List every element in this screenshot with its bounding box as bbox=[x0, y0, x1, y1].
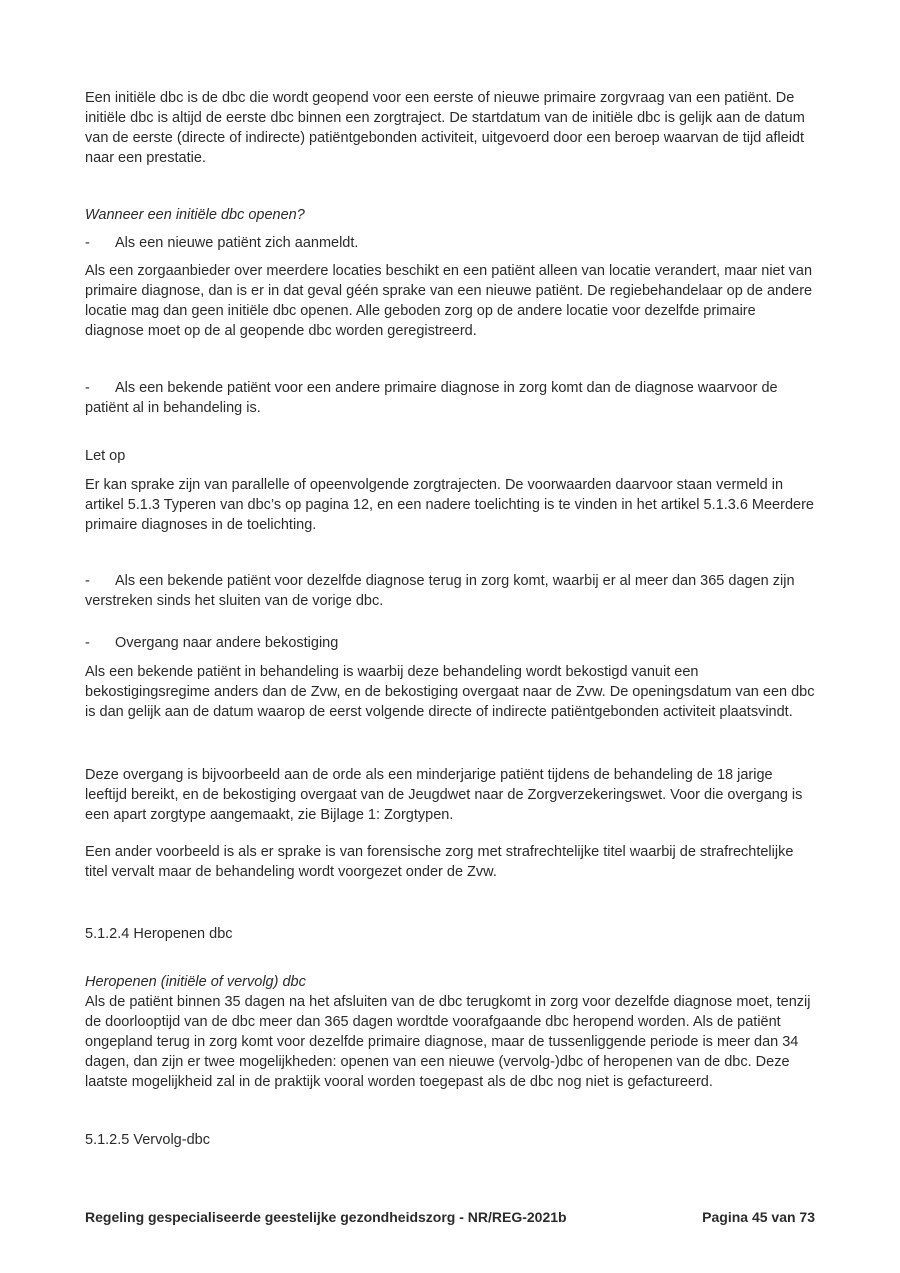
bullet-dash: - bbox=[85, 573, 90, 589]
subheading-heropenen: Heropenen (initiële of vervolg) dbc bbox=[85, 974, 306, 990]
paragraph-forensische-zorg: Een ander voorbeeld is als er sprake is van forensische zorg met strafrechtelijke titel waarbij de strafrechtelijke titel vervalt maar de behandeling wordt voorgezet onder de Zvw. bbox=[85, 844, 794, 880]
bullet-dash: - bbox=[85, 235, 90, 251]
list-item-text: Overgang naar andere bekostiging bbox=[115, 635, 339, 651]
list-item-text: Als een bekende patiënt voor een andere primaire diagnose in zorg komt dan de diagnose waarvoor de patiënt al in behandeling is. bbox=[85, 380, 778, 416]
page-footer bbox=[85, 1207, 815, 1227]
document-content bbox=[85, 88, 817, 1150]
paragraph-overgang-voorbeeld: Deze overgang is bijvoorbeeld aan de orde als een minderjarige patiënt tijdens de behandeling de 18 jarige leeftijd bereikt, en de bekostiging overgaat van de Jeugdwet naar de Zorgverzekeringswet. Voor die overgang is een apart zorgtype aangemaakt, zie Bijlage 1: Zorgtypen. bbox=[85, 767, 803, 823]
list-item-text: Als een nieuwe patiënt zich aanmeldt. bbox=[115, 235, 359, 251]
footer-document-title: Regeling gespecialiseerde geestelijke gezondheidszorg - NR/REG-2021b bbox=[85, 1209, 567, 1225]
list-item-dezelfde-diagnose bbox=[85, 571, 817, 611]
intro-paragraph: Een initiële dbc is de dbc die wordt geopend voor een eerste of nieuwe primaire zorgvraag van een patiënt. De initiële dbc is altijd de eerste dbc binnen een zorgtraject. De startdatum van de initiële dbc is gelijk aan de datum van de eerste (directe of indirecte) patiëntgebonden activiteit, uitgevoerd door een beroep waarvan de tijd afleidt naar een prestatie. bbox=[85, 90, 805, 166]
heading-wanneer-openen: Wanneer een initiële dbc openen? bbox=[85, 207, 305, 223]
bullet-dash: - bbox=[85, 635, 90, 651]
footer-page-indicator: Pagina 45 van 73 bbox=[702, 1209, 815, 1225]
letop-label: Let op bbox=[85, 448, 126, 464]
list-item-andere-diagnose bbox=[85, 378, 817, 418]
heading-heropenen-dbc: 5.1.2.4 Heropenen dbc bbox=[85, 926, 233, 942]
list-item-overgang-bekostiging bbox=[85, 633, 817, 653]
paragraph-letop: Er kan sprake zijn van parallelle of opeenvolgende zorgtrajecten. De voorwaarden daarvoor staan vermeld in artikel 5.1.3 Typeren van dbc’s op pagina 12, en een nadere toelichting is te vinden in het artikel 5.1.3.6 Meerdere primaire diagnoses in de toelichting. bbox=[85, 477, 814, 533]
list-item-text: Als een bekende patiënt voor dezelfde diagnose terug in zorg komt, waarbij er al meer dan 365 dagen zijn verstreken sinds het sluiten van de vorige dbc. bbox=[85, 573, 795, 609]
paragraph-heropenen: Als de patiënt binnen 35 dagen na het afsluiten van de dbc terugkomt in zorg voor dezelfde diagnose moet, tenzij de doorlooptijd van de dbc meer dan 365 dagen wordtde voorafgaande dbc heropend worden. Als de patiënt ongepland terug in zorg komt voor dezelfde primaire diagnose, maar de tussenliggende periode is meer dan 34 dagen, dan zijn er twee mogelijkheden: openen van een nieuwe (vervolg-)dbc of heropenen van de dbc. Deze laatste mogelijkheid zal in de praktijk vooral worden toegepast als de dbc nog niet is gefactureerd. bbox=[85, 994, 811, 1090]
paragraph-locaties: Als een zorgaanbieder over meerdere locaties beschikt en een patiënt alleen van locatie verandert, maar niet van primaire diagnose, dan is er in dat geval géén sprake van een nieuwe patiënt. De regiebehandelaar op de andere locatie mag dan geen initiële dbc openen. Alle geboden zorg op de andere locatie voor dezelfde primaire diagnose moet op de al geopende dbc worden geregistreerd. bbox=[85, 263, 813, 339]
paragraph-bekostiging: Als een bekende patiënt in behandeling is waarbij deze behandeling wordt bekostigd vanuit een bekostigingsregime anders dan de Zvw, en de bekostiging overgaat naar de Zvw. De openingsdatum van een dbc is dan gelijk aan de datum waarop de eerst volgende directe of indirecte patiëntgebonden activiteit plaatsvindt. bbox=[85, 664, 815, 720]
list-item-nieuwe-patient bbox=[85, 233, 817, 253]
heading-vervolg-dbc: 5.1.2.5 Vervolg-dbc bbox=[85, 1132, 210, 1148]
bullet-dash: - bbox=[85, 380, 90, 396]
